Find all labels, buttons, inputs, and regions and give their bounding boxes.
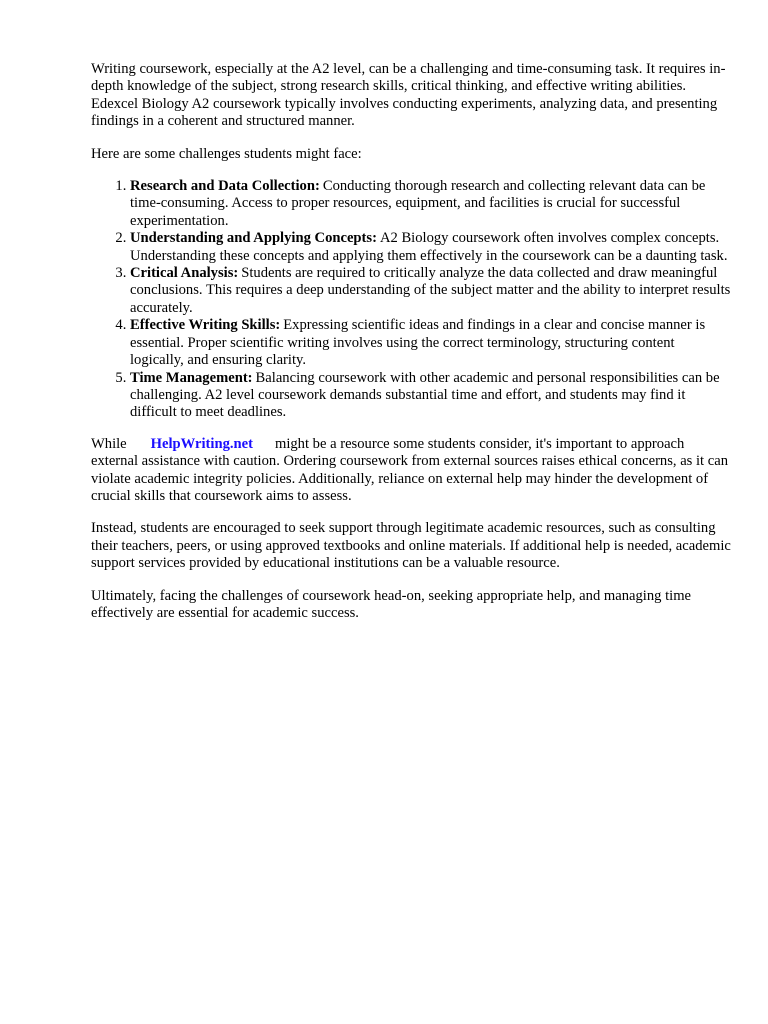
list-item-title: Research and Data Collection: <box>130 178 320 195</box>
list-item-title: Understanding and Applying Concepts: <box>130 230 377 247</box>
list-item-text: Expressing scientific ideas and findings in a clear and concise manner is essential. Proper scientific writing involves using the correct terminology, structuring content logically, and ensuring clarity. <box>130 317 706 369</box>
list-item-title: Effective Writing Skills: <box>130 317 281 334</box>
conclusion-paragraph: Ultimately, facing the challenges of coursework head-on, seeking appropriate help, and managing time effectively are essential for academic success. <box>91 587 692 621</box>
challenges-intro: Here are some challenges students might face: <box>91 145 362 162</box>
list-item <box>130 370 731 422</box>
list-item <box>130 178 731 230</box>
list-item-text: Conducting thorough research and collecting relevant data can be time-consuming. Access to proper resources, equipment, and facilities is crucial for successful experimentation. <box>130 178 706 229</box>
list-item <box>130 230 731 265</box>
list-item-title: Time Management: <box>130 369 253 386</box>
list-item-title: Critical Analysis: <box>130 265 239 282</box>
helpwriting-link[interactable]: HelpWriting.net <box>150 435 253 452</box>
list-item-text: Balancing coursework with other academic and personal responsibilities can be challenging. A2 level coursework demands substantial time and effort, and students may find it difficult to meet deadlines. <box>130 369 720 421</box>
caution-paragraph <box>91 436 731 506</box>
document-page <box>91 61 731 637</box>
list-item-text: A2 Biology coursework often involves complex concepts. Understanding these concepts and applying them effectively in the coursework can be a daunting task. <box>130 230 728 264</box>
list-item-text: Students are required to critically analyze the data collected and draw meaningful conclusions. This requires a deep understanding of the subject matter and the ability to interpret results accurately. <box>130 265 731 316</box>
caution-text: might be a resource some students consider, it's important to approach external assistance with caution. Ordering coursework from external sources raises ethical concerns, as it can violate academic integrity policies. Additionally, reliance on external help may hinder the development of crucial skills that coursework aims to assess. <box>91 435 729 504</box>
list-item <box>130 317 731 369</box>
instead-paragraph: Instead, students are encouraged to seek support through legitimate academic resources, such as consulting their teachers, peers, or using approved textbooks and online materials. If additional help is needed, academic support services provided by educational institutions can be a valuable resource. <box>91 520 731 572</box>
caution-prefix: While <box>91 435 127 452</box>
list-item <box>130 265 731 317</box>
challenges-list <box>91 178 731 422</box>
intro-paragraph: Writing coursework, especially at the A2 level, can be a challenging and time-consuming task. It requires in-depth knowledge of the subject, strong research skills, critical thinking, and effective writing abilities. Edexcel Biology A2 coursework typically involves conducting experiments, analyzing data, and presenting findings in a coherent and structured manner. <box>91 61 726 130</box>
